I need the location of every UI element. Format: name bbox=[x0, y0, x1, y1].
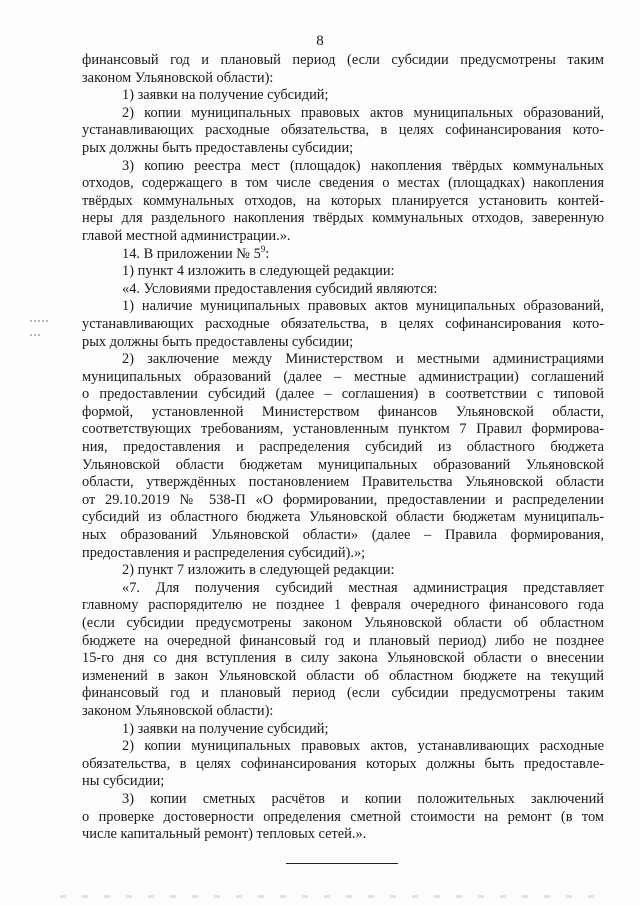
text-line bbox=[82, 298, 604, 316]
line-text: (если субсидии предусмотрены законом Ульяновской области об областном bbox=[82, 615, 604, 631]
page-number: 8 bbox=[316, 33, 324, 49]
text-line bbox=[82, 474, 604, 492]
footnote-reference: 9 bbox=[260, 243, 266, 254]
line-text: Ульяновской области бюджетам муниципальных образований Ульяновской bbox=[82, 456, 604, 473]
text-line bbox=[82, 809, 604, 827]
line-text: 3) копии сметных расчётов и копии положительных заключений bbox=[122, 790, 604, 807]
text-line bbox=[82, 158, 604, 176]
scan-noise bbox=[60, 895, 600, 898]
text-line bbox=[82, 193, 604, 211]
line-text: формой, установленной Министерством финансов Ульяновской области, bbox=[82, 403, 604, 420]
line-text: финансовый год и плановый период (если субсидии предусмотрены таким bbox=[82, 52, 604, 68]
line-text: законом Ульяновской области): bbox=[82, 69, 274, 86]
line-text: субсидий из областного бюджета Ульяновской области бюджетам муниципаль- bbox=[82, 509, 604, 526]
line-text: 1) пункт 4 изложить в следующей редакции: bbox=[122, 263, 395, 280]
text-line bbox=[82, 685, 604, 703]
text-line bbox=[82, 703, 604, 721]
text-line bbox=[82, 228, 604, 246]
line-text: 3) копию реестра мест (площадок) накопления твёрдых коммунальных bbox=[122, 157, 604, 174]
text-line bbox=[82, 421, 604, 439]
text-line bbox=[82, 527, 604, 545]
margin-scan-mark bbox=[30, 334, 42, 336]
text-line bbox=[82, 738, 604, 756]
text-line bbox=[82, 615, 604, 633]
line-text: 1) заявки на получение субсидий; bbox=[122, 87, 329, 104]
text-line bbox=[82, 263, 604, 281]
line-text: о проверке достоверности определения сметной стоимости на ремонт (в том bbox=[82, 808, 604, 825]
text-line bbox=[82, 439, 604, 457]
text-line bbox=[82, 140, 604, 158]
text-line bbox=[82, 386, 604, 404]
line-text: 2) пункт 7 изложить в следующей редакции: bbox=[122, 562, 395, 579]
line-text: законом Ульяновской области): bbox=[82, 702, 274, 719]
line-text: 2) заключение между Министерством и местными администрациями bbox=[122, 351, 604, 368]
text-line bbox=[82, 70, 604, 88]
line-text: главному распорядителю не позднее 1 февраля очередного финансового года bbox=[82, 597, 604, 614]
line-text: ных образований Ульяновской области» (далее – Правила формирования, bbox=[82, 527, 604, 544]
line-text: «4. Условиями предоставления субсидий являются: bbox=[122, 280, 438, 297]
text-line bbox=[82, 650, 604, 668]
text-line bbox=[82, 756, 604, 774]
text-line bbox=[82, 791, 604, 809]
text-line bbox=[82, 87, 604, 105]
text-line bbox=[82, 545, 604, 563]
text-line bbox=[82, 826, 604, 844]
text-line bbox=[82, 633, 604, 651]
line-text: 14. В приложении № 5 bbox=[122, 245, 261, 262]
text-line bbox=[82, 175, 604, 193]
line-tail: : bbox=[265, 245, 270, 262]
document-body bbox=[82, 52, 604, 844]
text-line bbox=[82, 580, 604, 598]
line-text: муниципальных образований (далее – местные администрации) соглашений bbox=[82, 368, 604, 385]
text-line bbox=[82, 52, 604, 70]
line-text: числе капитальный ремонт) тепловых сетей.». bbox=[82, 826, 367, 843]
text-line bbox=[82, 369, 604, 387]
line-text: 15-го дня со дня вступления в силу закона Ульяновской области о внесении bbox=[82, 650, 604, 667]
text-line bbox=[82, 562, 604, 580]
margin-scan-mark bbox=[30, 320, 48, 322]
text-line bbox=[82, 243, 604, 264]
line-text: 1) наличие муниципальных правовых актов муниципальных образований, bbox=[122, 298, 604, 315]
end-separator-line bbox=[286, 863, 398, 864]
line-text: рых должны быть предоставлены субсидии; bbox=[82, 139, 354, 156]
line-text: неры для раздельного накопления твёрдых коммунальных отходов, заверенную bbox=[82, 210, 604, 227]
text-line bbox=[82, 122, 604, 140]
text-line bbox=[82, 404, 604, 422]
text-line bbox=[82, 334, 604, 352]
text-line bbox=[82, 105, 604, 123]
text-line bbox=[82, 509, 604, 527]
line-text: ния, предоставления и распределения субсидий из областного бюджета bbox=[82, 439, 604, 456]
line-text: отходов, содержащего в том числе сведения о местах (площадках) накопления bbox=[82, 175, 604, 192]
text-line bbox=[82, 492, 604, 510]
line-text: предоставления и распределения субсидий).»; bbox=[82, 544, 366, 561]
line-text: соответствующих требованиям, установленным пунктом 7 Правил формирова- bbox=[82, 421, 604, 438]
text-line bbox=[82, 457, 604, 475]
line-text: твёрдых коммунальных отходов, на которых планируется установить контей- bbox=[82, 192, 604, 209]
text-line bbox=[82, 210, 604, 228]
line-text: обязательства, в целях софинансирования которых должны быть предоставле- bbox=[82, 755, 604, 772]
line-text: о предоставлении субсидий (далее – соглашения) в соответствии с типовой bbox=[82, 386, 604, 403]
text-line bbox=[82, 773, 604, 791]
line-text: финансовый год и плановый период (если субсидии предусмотрены таким bbox=[82, 685, 604, 702]
line-text: ны субсидии; bbox=[82, 773, 165, 790]
line-text: главой местной администрации.». bbox=[82, 227, 291, 244]
line-text: «7. Для получения субсидий местная администрация представляет bbox=[122, 579, 604, 596]
line-text: устанавливающих расходные обязательства, в целях софинансирования кото- bbox=[82, 122, 604, 139]
text-line bbox=[82, 281, 604, 299]
line-text: изменений в закон Ульяновской области об областном бюджете на текущий bbox=[82, 667, 604, 684]
line-text: 1) заявки на получение субсидий; bbox=[122, 720, 329, 737]
text-line bbox=[82, 721, 604, 739]
line-text: от 29.10.2019 № 538-П «О формировании, предоставлении и распределении bbox=[82, 491, 604, 508]
line-text: устанавливающих расходные обязательства, в целях софинансирования кото- bbox=[82, 315, 604, 332]
text-line bbox=[82, 316, 604, 334]
text-line bbox=[82, 597, 604, 615]
line-text: области, утверждённых постановлением Правительства Ульяновской области bbox=[82, 474, 604, 491]
text-line bbox=[82, 351, 604, 369]
line-text: рых должны быть предоставлены субсидии; bbox=[82, 333, 354, 350]
line-text: 2) копии муниципальных правовых актов, устанавливающих расходные bbox=[122, 738, 604, 755]
line-text: 2) копии муниципальных правовых актов муниципальных образований, bbox=[122, 104, 604, 121]
line-text: бюджете на очередной финансовый год и плановый период) либо не позднее bbox=[82, 632, 604, 649]
text-line bbox=[82, 668, 604, 686]
